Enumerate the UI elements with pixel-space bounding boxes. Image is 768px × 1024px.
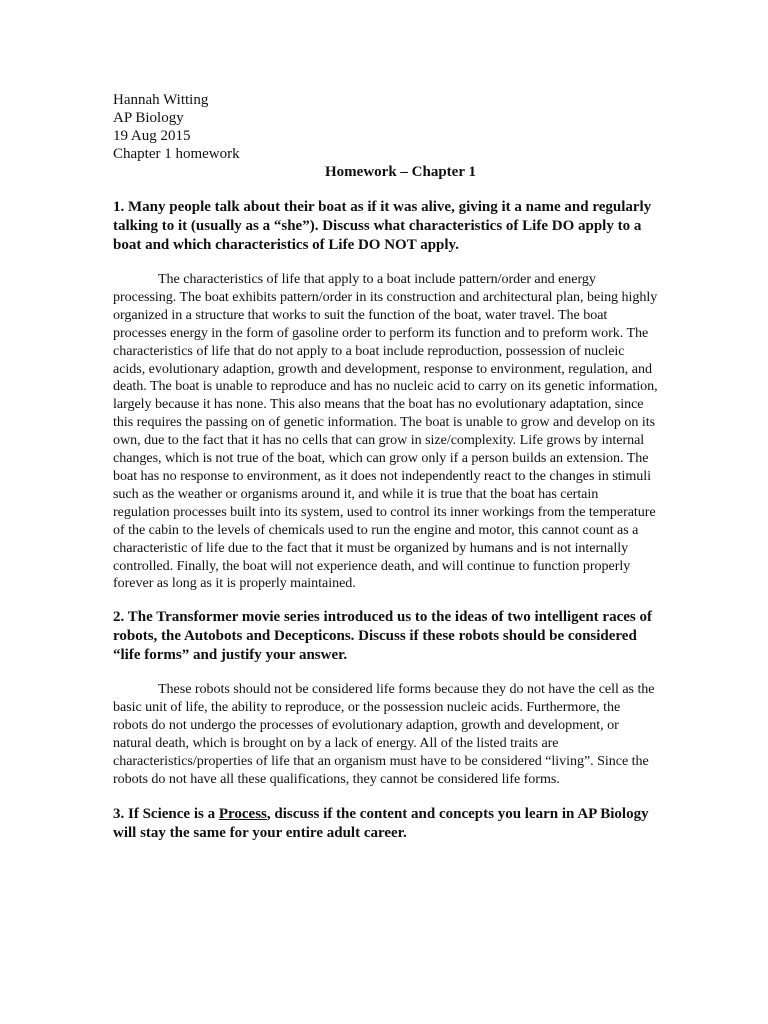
document-title: Homework – Chapter 1 — [325, 164, 476, 180]
question-2: 2. The Transformer movie series introduced us to the ideas of two intelligent races of robots, the Autobots and Decepticons. Discuss if these robots should be considered “life forms” and justify your answer. — [113, 609, 652, 664]
answer-2: These robots should not be considered life forms because they do not have the cell as the basic unit of life, the ability to reproduce, or the possession nucleic acids. Furthermore, the robots do not undergo the processes of evolutionary adaption, growth and development, or natural death, which is brought on by a lack of energy. All of the listed traits are characteristics/properties of life that an organism must have to be considered “living”. Since the robots do not have all these qualifications, they cannot be considered life forms. — [113, 681, 655, 787]
question-3 — [113, 805, 658, 843]
assignment-date: 19 Aug 2015 — [113, 128, 191, 144]
question-3-text-after: , discuss if the content and concepts you learn in AP Biology will stay the same for your entire adult career. — [113, 805, 649, 841]
document-page — [113, 91, 658, 843]
question-3-text-before: 3. If Science is a — [113, 805, 219, 822]
assignment-label: Chapter 1 homework — [113, 146, 240, 162]
question-1: 1. Many people talk about their boat as if it was alive, giving it a name and regularly talking to it (usually as a “she”). Discuss what characteristics of Life DO apply to a boat and which characteristics of Life DO NOT apply. — [113, 199, 652, 253]
student-name: Hannah Witting — [113, 92, 209, 108]
course-name: AP Biology — [113, 110, 184, 126]
answer-1: The characteristics of life that apply to a boat include pattern/order and energy processing. The boat exhibits pattern/order in its construction and architectural plan, being highly organized in a structure that works to suit the function of the boat, water travel. The boat processes energy in the form of gasoline order to perform its function and to preform work. The characteristics of life that do not apply to a boat include reproduction, possession of nucleic acids, evolutionary adaption, growth and development, response to environment, regulation, and death. The boat is unable to reproduce and has no nucleic acid to carry on its genetic information, largely because it has none. This also means that the boat has no evolutionary adaptation, since this requires the passing on of genetic information. The boat is unable to grow and develop on its own, due to the fact that it has no cells that can grow in size/complexity. Life grows by internal changes, which is not true of the boat, which can grow only if a person builds an extension. The boat has no response to environment, as it does not independently react to the changes in stimuli such as the weather or organisms around it, and while it is true that the boat has certain regulation processes built into its system, used to control its inner workings from the temperature of the cabin to the levels of chemicals used to run the engine and motor, this cannot count as a characteristic of life due to the fact that it must be organized by humans and is not internally controlled. Finally, the boat will not experience death, and will continue to function properly forever as long as it is properly maintained. — [113, 271, 658, 592]
question-3-underlined-word: Process — [218, 805, 267, 822]
